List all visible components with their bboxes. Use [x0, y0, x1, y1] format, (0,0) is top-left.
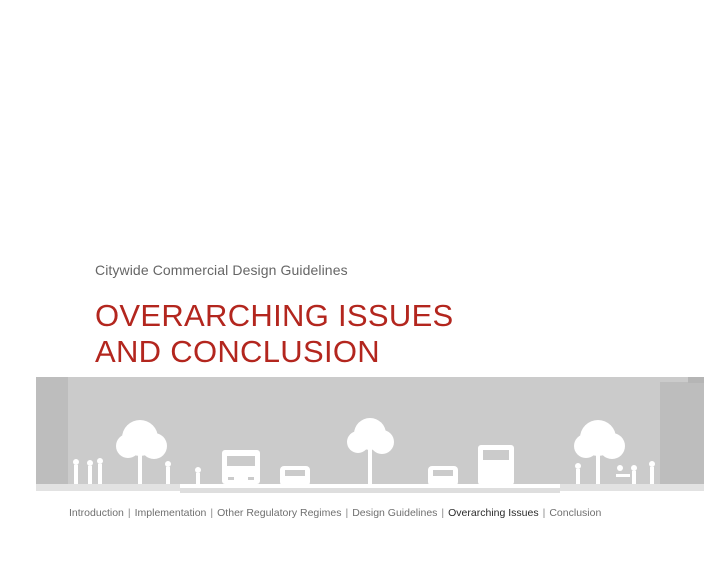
car-right-icon	[428, 466, 458, 486]
sidewalk-right	[560, 484, 704, 491]
page-subtitle: Citywide Commercial Design Guidelines	[95, 262, 348, 278]
nav-item-other-regulatory-regimes[interactable]: Other Regulatory Regimes	[217, 507, 342, 519]
left-building	[36, 377, 68, 484]
right-building-cap	[688, 377, 704, 383]
van-icon	[478, 445, 514, 485]
nav-item-design-guidelines[interactable]: Design Guidelines	[352, 507, 438, 519]
street-section-illustration	[0, 370, 728, 500]
title-line-2: AND CONCLUSION	[95, 334, 380, 369]
roadway	[180, 488, 560, 493]
nav-item-introduction[interactable]: Introduction	[69, 507, 124, 519]
car-left-icon	[280, 466, 310, 486]
nav-separator: |	[210, 507, 214, 519]
nav-separator: |	[127, 507, 131, 519]
nav-item-conclusion[interactable]: Conclusion	[549, 507, 602, 519]
sidewalk-left	[36, 484, 180, 491]
title-line-1: OVERARCHING ISSUES	[95, 298, 454, 333]
nav-item-overarching-issues[interactable]: Overarching Issues	[448, 507, 539, 519]
page-title	[95, 298, 454, 370]
nav-separator: |	[441, 507, 445, 519]
right-building	[660, 382, 704, 484]
bus-icon	[222, 450, 260, 484]
nav-item-implementation[interactable]: Implementation	[134, 507, 207, 519]
nav-separator: |	[542, 507, 546, 519]
nav-separator: |	[345, 507, 349, 519]
section-navigation	[69, 507, 601, 519]
